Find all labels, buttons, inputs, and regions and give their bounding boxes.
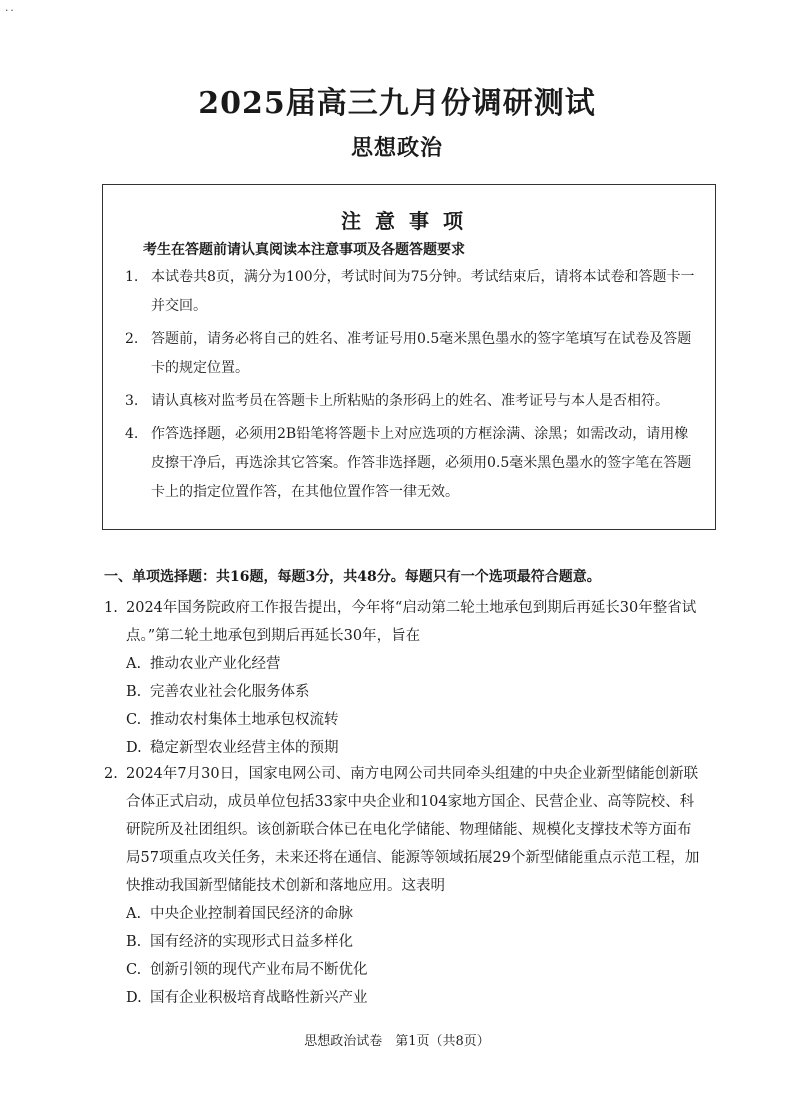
notice-item-text: 答题前，请务必将自己的姓名、准考证号用0.5毫米黑色墨水的签字笔填写在试卷及答题卡的规定位置。 [151, 331, 692, 376]
notice-item [125, 263, 695, 321]
option-text: 创新引领的现代产业布局不断优化 [150, 962, 368, 978]
notice-item [125, 420, 695, 507]
notice-item-number: 4. [125, 426, 139, 442]
notice-lead: 考生在答题前请认真阅读本注意事项及各题答题要求 [143, 242, 465, 258]
notice-item [125, 387, 695, 416]
question-stem [104, 760, 704, 900]
option-letter: C. [126, 962, 142, 978]
question-number: 2. [104, 766, 118, 782]
option-text: 中央企业控制着国民经济的命脉 [150, 906, 353, 922]
notice-item-text: 请认真核对监考员在答题卡上所粘贴的条形码上的姓名、准考证号与本人是否相符。 [151, 393, 669, 409]
notice-item-number: 3. [125, 393, 139, 409]
option-a[interactable] [104, 900, 704, 928]
notice-box [102, 184, 716, 530]
option-c[interactable] [104, 956, 704, 984]
option-text: 推动农业产业化经营 [150, 656, 281, 672]
notice-title: 注意事项 [341, 209, 477, 233]
option-d[interactable] [104, 734, 704, 762]
option-letter: D. [126, 740, 142, 756]
option-letter: B. [126, 684, 142, 700]
option-letter: C. [126, 712, 142, 728]
option-text: 推动农村集体土地承包权流转 [150, 712, 339, 728]
option-letter: B. [126, 934, 142, 950]
notice-item-text: 作答选择题，必须用2B铅笔将答题卡上对应选项的方框涂满、涂黑；如需改动，请用橡皮擦干净后，再选涂其它答案。作答非选择题，必须用0.5毫米黑色墨水的签字笔在答题卡上的指定位置作答，在其他位置作答一律无效。 [151, 426, 692, 500]
notice-item-number: 1. [125, 269, 139, 285]
question-1 [104, 594, 704, 762]
question-number: 1. [104, 600, 118, 616]
corner-mark: .. [4, 4, 15, 14]
page-footer: 思想政治试卷 第1页（共8页） [304, 1034, 490, 1049]
notice-list [125, 263, 695, 511]
option-letter: A. [126, 906, 142, 922]
section-header: 一、单项选择题：共16题，每题3分，共48分。每题只有一个选项最符合题意。 [104, 569, 601, 585]
notice-item-text: 本试卷共8页，满分为100分，考试时间为75分钟。考试结束后，请将本试卷和答题卡一并交回。 [151, 269, 695, 314]
option-letter: A. [126, 656, 142, 672]
option-text: 完善农业社会化服务体系 [150, 684, 310, 700]
option-text: 稳定新型农业经营主体的预期 [150, 740, 339, 756]
exam-subject: 思想政治 [350, 135, 443, 161]
option-d[interactable] [104, 984, 704, 1012]
option-text: 国有经济的实现形式日益多样化 [150, 934, 353, 950]
notice-item [125, 325, 695, 383]
question-stem-text: 2024年7月30日，国家电网公司、南方电网公司共同牵头组建的中央企业新型储能创新联合体正式启动，成员单位包括33家中央企业和104家地方国企、民营企业、高等院校、科研院所及社团组织。该创新联合体已在电化学储能、物理储能、规模化支撑技术等方面布局57项重点攻关任务，未来还将在通信、能源等领域拓展29个新型储能重点示范工程，加快推动我国新型储能技术创新和落地应用。这表明 [126, 766, 700, 894]
option-text: 国有企业积极培育战略性新兴产业 [150, 990, 368, 1006]
option-c[interactable] [104, 706, 704, 734]
question-stem-text: 2024年国务院政府工作报告提出，今年将“启动第二轮土地承包到期后再延长30年整省试点。”第二轮土地承包到期后再延长30年，旨在 [126, 600, 697, 644]
option-letter: D. [126, 990, 142, 1006]
notice-item-number: 2. [125, 331, 139, 347]
question-2 [104, 760, 704, 1012]
option-b[interactable] [104, 928, 704, 956]
option-a[interactable] [104, 650, 704, 678]
option-b[interactable] [104, 678, 704, 706]
exam-title: 2025届高三九月份调研测试 [198, 86, 596, 121]
question-stem [104, 594, 704, 650]
